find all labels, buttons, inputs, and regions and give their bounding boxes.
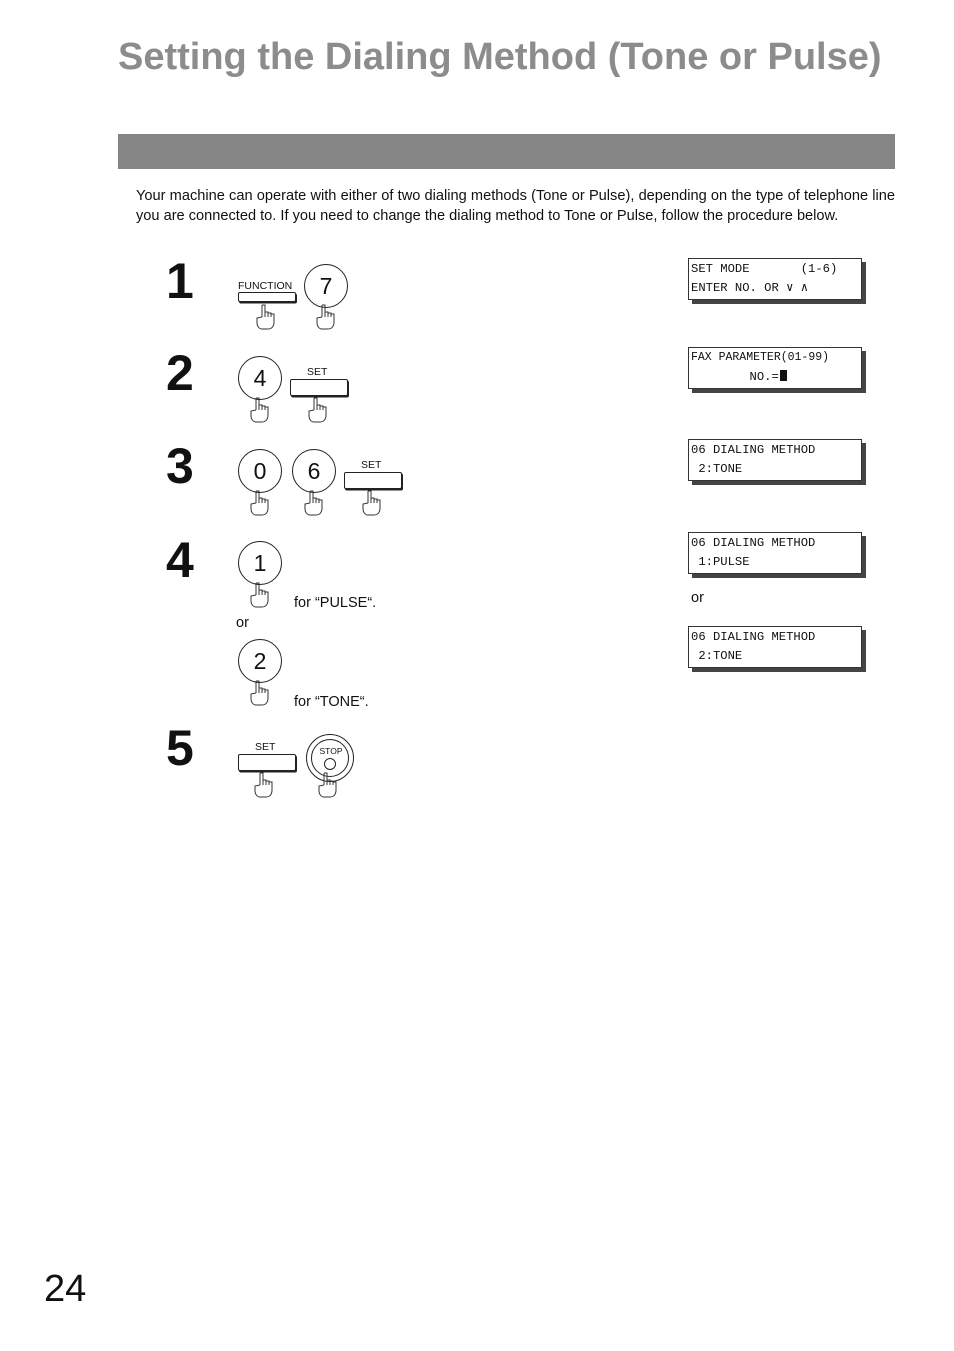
lcd-display-step4-pulse: 06 DIALING METHOD 1:PULSE <box>688 532 862 574</box>
finger-press-icon <box>304 490 324 516</box>
stop-key-label: STOP <box>319 746 343 756</box>
set-key-label: SET <box>307 366 328 378</box>
page-number: 24 <box>44 1268 87 1310</box>
finger-press-icon <box>318 772 338 798</box>
set-key-label: SET <box>255 741 276 753</box>
set-key[interactable] <box>290 379 348 396</box>
lcd-display-step1: SET MODE (1-6) ENTER NO. OR ∨ ∧ <box>688 258 862 300</box>
header-band <box>118 134 895 169</box>
function-key[interactable] <box>238 292 296 302</box>
lcd-display-step2: FAX PARAMETER(01-99) NO.= <box>688 347 862 389</box>
finger-press-icon <box>250 680 270 706</box>
digit-key-4[interactable]: 4 <box>238 356 282 400</box>
cursor-block <box>780 370 787 381</box>
or-label: or <box>236 615 249 631</box>
finger-press-icon <box>256 304 276 330</box>
page-title: Setting the Dialing Method (Tone or Pulse) <box>118 36 882 78</box>
step-number-3: 3 <box>166 438 194 494</box>
step-number-2: 2 <box>166 345 194 401</box>
finger-press-icon <box>250 397 270 423</box>
function-key-label: FUNCTION <box>238 280 293 292</box>
finger-press-icon <box>250 490 270 516</box>
finger-press-icon <box>308 397 328 423</box>
set-key-label: SET <box>361 459 382 471</box>
lcd-display-step4-tone: 06 DIALING METHOD 2:TONE <box>688 626 862 668</box>
lcd-display-step3: 06 DIALING METHOD 2:TONE <box>688 439 862 481</box>
digit-key-7[interactable]: 7 <box>304 264 348 308</box>
step-number-5: 5 <box>166 720 194 776</box>
step-number-4: 4 <box>166 532 194 588</box>
finger-press-icon <box>362 490 382 516</box>
finger-press-icon <box>316 304 336 330</box>
display-or-label: or <box>691 590 704 606</box>
set-key[interactable] <box>344 472 402 489</box>
intro-paragraph: Your machine can operate with either of two dialing methods (Tone or Pulse), depending on the type of telephone line you are connected to. If you need to change the dialing method to Tone or Pulse, follow the procedure below. <box>136 188 895 224</box>
digit-key-1[interactable]: 1 <box>238 541 282 585</box>
digit-key-0[interactable]: 0 <box>238 449 282 493</box>
stop-icon <box>324 758 336 770</box>
step-number-1: 1 <box>166 253 194 309</box>
finger-press-icon <box>254 772 274 798</box>
digit-key-2[interactable]: 2 <box>238 639 282 683</box>
finger-press-icon <box>250 582 270 608</box>
pulse-note: for “PULSE“. <box>294 595 377 611</box>
tone-note: for “TONE“. <box>294 694 369 710</box>
digit-key-6[interactable]: 6 <box>292 449 336 493</box>
set-key[interactable] <box>238 754 296 771</box>
